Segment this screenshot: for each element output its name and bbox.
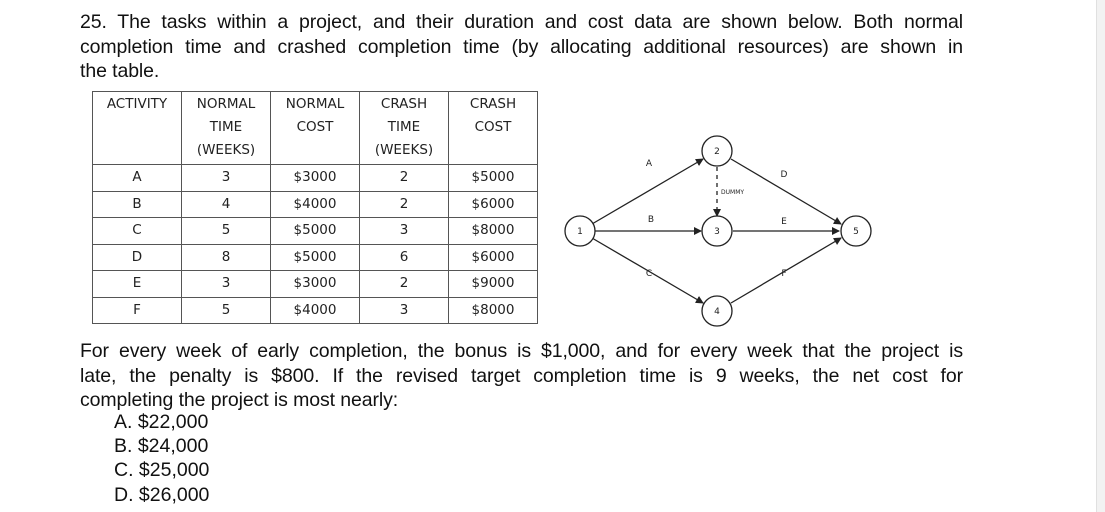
cell-crash-cost: $9000 — [449, 271, 538, 298]
intro-line-2: completion time and crashed completion time (by allocating additional resources) are shown in — [80, 35, 963, 58]
header-normal-cost: NORMAL COST — [271, 92, 360, 165]
cell-normal-cost: $3000 — [271, 165, 360, 192]
cell-crash-time: 2 — [360, 191, 449, 218]
cell-activity: D — [93, 244, 182, 271]
cell-crash-time: 2 — [360, 165, 449, 192]
cell-crash-cost: $6000 — [449, 191, 538, 218]
svg-text:2: 2 — [714, 147, 720, 157]
body-line-2: late, the penalty is $800. If the revised target completion time is 9 weeks, the net cost for — [80, 364, 963, 387]
cell-activity: E — [93, 271, 182, 298]
cell-normal-time: 3 — [182, 165, 271, 192]
cell-normal-cost: $5000 — [271, 218, 360, 245]
node-1 — [565, 216, 595, 246]
header-normal-time: NORMAL TIME (WEEKS) — [182, 92, 271, 165]
choice-b: B. $24,000 — [114, 435, 209, 458]
node-3 — [702, 216, 732, 246]
table-row — [93, 165, 538, 192]
header-crash-time: CRASH TIME (WEEKS) — [360, 92, 449, 165]
cell-activity: F — [93, 297, 182, 324]
node-2 — [702, 136, 732, 166]
cell-crash-cost: $8000 — [449, 218, 538, 245]
table-row — [93, 218, 538, 245]
edge-d-arrow — [731, 159, 841, 224]
node-5 — [841, 216, 871, 246]
edge-label-b: B — [647, 215, 655, 225]
project-network-diagram — [560, 130, 890, 330]
header-crash-cost: CRASH COST — [449, 92, 538, 165]
cell-crash-time: 3 — [360, 297, 449, 324]
choice-a: A. $22,000 — [114, 411, 209, 433]
edge-label-c: C — [645, 269, 653, 279]
edge-label-a: A — [645, 159, 653, 169]
table-row — [93, 297, 538, 324]
question-body — [80, 339, 963, 413]
cell-normal-cost: $4000 — [271, 297, 360, 324]
cell-normal-time: 8 — [182, 244, 271, 271]
choice-c: C. $25,000 — [114, 459, 210, 482]
cell-activity: A — [93, 165, 182, 192]
cell-normal-time: 5 — [182, 218, 271, 245]
question-intro — [80, 10, 963, 84]
cell-crash-cost: $8000 — [449, 297, 538, 324]
cell-crash-time: 2 — [360, 271, 449, 298]
table-row — [93, 271, 538, 298]
intro-line-1: 25. The tasks within a project, and their duration and cost data are shown below. Both normal — [80, 11, 963, 33]
cell-normal-cost: $4000 — [271, 191, 360, 218]
cell-normal-cost: $3000 — [271, 271, 360, 298]
table-header-row — [93, 92, 538, 165]
activity-table — [92, 91, 538, 324]
edge-label-d: D — [780, 170, 788, 180]
cell-crash-cost: $6000 — [449, 244, 538, 271]
table-row — [93, 244, 538, 271]
svg-text:1: 1 — [577, 227, 583, 237]
cell-crash-time: 3 — [360, 218, 449, 245]
cell-normal-cost: $5000 — [271, 244, 360, 271]
cell-crash-cost: $5000 — [449, 165, 538, 192]
svg-text:5: 5 — [853, 227, 859, 237]
page-edge — [1096, 0, 1105, 512]
cell-activity: C — [93, 218, 182, 245]
choice-d: D. $26,000 — [114, 483, 210, 506]
svg-text:3: 3 — [714, 227, 720, 237]
cell-crash-time: 6 — [360, 244, 449, 271]
body-line-1: For every week of early completion, the bonus is $1,000, and for every week that the project is — [80, 340, 963, 362]
intro-line-3: the table. — [80, 60, 160, 83]
cell-activity: B — [93, 191, 182, 218]
table-row — [93, 191, 538, 218]
body-line-3: completing the project is most nearly: — [80, 389, 399, 412]
answer-choices — [114, 410, 209, 507]
cell-normal-time: 3 — [182, 271, 271, 298]
cell-normal-time: 4 — [182, 191, 271, 218]
edge-label-e: E — [781, 217, 787, 227]
svg-text:4: 4 — [714, 307, 720, 317]
edge-label-dummy: DUMMY — [721, 189, 745, 196]
header-activity: ACTIVITY — [93, 92, 182, 165]
node-4 — [702, 296, 732, 326]
cell-normal-time: 5 — [182, 297, 271, 324]
edge-label-f: F — [781, 269, 787, 279]
